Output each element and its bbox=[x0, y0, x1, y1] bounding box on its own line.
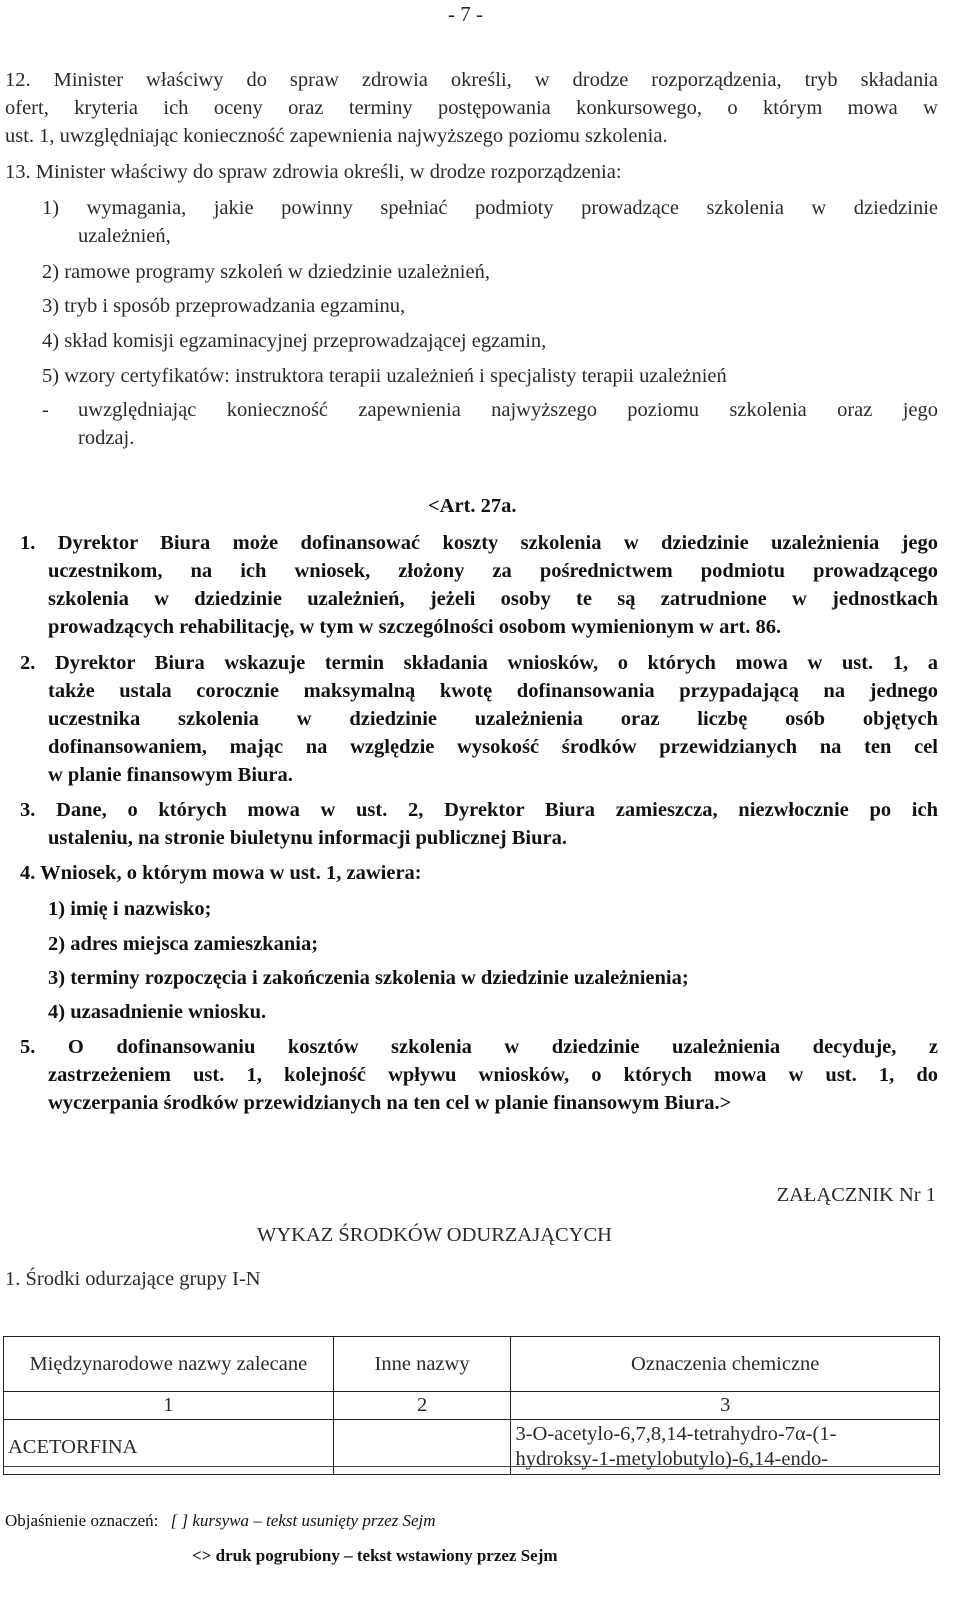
art-section-2-line-1: 2. Dyrektor Biura wskazuje termin składania wniosków, o których mowa w ust. 1, a bbox=[20, 652, 938, 674]
article-title: <Art. 27a. bbox=[428, 495, 517, 517]
table-header-cell: Oznaczenia chemiczne bbox=[511, 1337, 940, 1392]
chemical-line-2: hydroksy-1-metylobutylo)-6,14-endo- bbox=[515, 1448, 829, 1470]
substances-table bbox=[3, 1336, 940, 1475]
paragraph-13-dash: - bbox=[42, 399, 49, 421]
table-number-row bbox=[4, 1392, 940, 1420]
art-section-4-item-4: 4) uzasadnienie wniosku. bbox=[48, 1001, 267, 1023]
legend-line-1 bbox=[5, 1511, 436, 1531]
table-cell-name: ACETORFINA bbox=[4, 1420, 334, 1475]
art-section-1-line-2: uczestnikom, na ich wniosek, złożony za pośrednictwem podmiotu prowadzącego bbox=[48, 560, 938, 582]
art-section-3-line-1: 3. Dane, o których mowa w ust. 2, Dyrektor Biura zamieszcza, niezwłocznie po ich bbox=[20, 799, 938, 821]
paragraph-13-intro: 13. Minister właściwy do spraw zdrowia określi, w drodze rozporządzenia: bbox=[5, 161, 622, 183]
art-section-4-intro: 4. Wniosek, o którym mowa w ust. 1, zawiera: bbox=[20, 862, 422, 884]
legend-label: Objaśnienie oznaczeń: bbox=[5, 1511, 159, 1530]
paragraph-12-line-1: 12. Minister właściwy do spraw zdrowia określi, w drodze rozporządzenia, tryb składania bbox=[5, 69, 938, 91]
paragraph-13-closing: uwzględniając konieczność zapewnienia najwyższego poziomu szkolenia oraz jego bbox=[78, 399, 938, 421]
art-section-1-line-4: prowadzących rehabilitację, w tym w szczególności osobom wymienionym w art. 86. bbox=[48, 616, 782, 638]
paragraph-12-line-2: ofert, kryteria ich oceny oraz terminy postępowania konkursowego, o którym mowa w bbox=[5, 97, 938, 119]
art-section-4-item-3: 3) terminy rozpoczęcia i zakończenia szkolenia w dziedzinie uzależnienia; bbox=[48, 967, 689, 989]
art-section-1-line-3: szkolenia w dziedzinie uzależnień, jeżeli osoby te są zatrudnione w jednostkach bbox=[48, 588, 938, 610]
table-header-cell: Międzynarodowe nazwy zalecane bbox=[4, 1337, 334, 1392]
legend-line-2: <> druk pogrubiony – tekst wstawiony przez Sejm bbox=[192, 1546, 558, 1565]
paragraph-13-item-3: 3) tryb i sposób przeprowadzania egzaminu, bbox=[42, 295, 406, 317]
table-number-cell: 2 bbox=[333, 1392, 511, 1420]
art-section-2-line-2: także ustala corocznie maksymalną kwotę dofinansowania przypadającą na jednego bbox=[48, 680, 938, 702]
paragraph-13-closing-cont: rodzaj. bbox=[78, 427, 135, 449]
page-number: - 7 - bbox=[448, 2, 483, 26]
paragraph-13-item-2: 2) ramowe programy szkoleń w dziedzinie uzależnień, bbox=[42, 261, 490, 283]
paragraph-13-item-4: 4) skład komisji egzaminacyjnej przeprowadzającej egzamin, bbox=[42, 330, 547, 352]
paragraph-12-line-3: ust. 1, uwzględniając konieczność zapewnienia najwyższego poziomu szkolenia. bbox=[5, 125, 668, 147]
legend-italic: [ ] kursywa – tekst usunięty przez Sejm bbox=[170, 1511, 436, 1530]
art-section-5-line-1: 5. O dofinansowaniu kosztów szkolenia w dziedzinie uzależnienia decyduje, z bbox=[20, 1036, 938, 1058]
footer-divider bbox=[3, 1466, 940, 1467]
art-section-3-line-2: ustaleniu, na stronie biuletynu informacji publicznej Biura. bbox=[48, 827, 568, 849]
art-section-4-item-2: 2) adres miejsca zamieszkania; bbox=[48, 933, 319, 955]
table-header-row bbox=[4, 1337, 940, 1392]
annex-group-heading: 1. Środki odurzające grupy I-N bbox=[5, 1268, 261, 1290]
art-section-4-item-1: 1) imię i nazwisko; bbox=[48, 898, 212, 920]
table-number-cell: 3 bbox=[511, 1392, 940, 1420]
art-section-2-line-4: dofinansowaniem, mając na względzie wysokość środków przewidzianych na ten cel bbox=[48, 736, 938, 758]
art-section-5-line-3: wyczerpania środków przewidzianych na ten cel w planie finansowym Biura.> bbox=[48, 1092, 732, 1114]
art-section-1-line-1: 1. Dyrektor Biura może dofinansować koszty szkolenia w dziedzinie uzależnienia jego bbox=[20, 532, 938, 554]
table-number-cell: 1 bbox=[4, 1392, 334, 1420]
art-section-2-line-3: uczestnika szkolenia w dziedzinie uzależnienia oraz liczbę osób objętych bbox=[48, 708, 938, 730]
art-section-2-line-5: w planie finansowym Biura. bbox=[48, 764, 293, 786]
annex-label: ZAŁĄCZNIK Nr 1 bbox=[776, 1184, 936, 1206]
paragraph-13-item-1-cont: uzależnień, bbox=[78, 225, 171, 247]
paragraph-13-item-5: 5) wzory certyfikatów: instruktora terapii uzależnień i specjalisty terapii uzależnień bbox=[42, 365, 727, 387]
paragraph-13-item-1: 1) wymagania, jakie powinny spełniać podmioty prowadzące szkolenia w dziedzinie bbox=[42, 197, 938, 219]
art-section-5-line-2: zastrzeżeniem ust. 1, kolejność wpływu wniosków, o których mowa w ust. 1, do bbox=[48, 1064, 938, 1086]
annex-title: WYKAZ ŚRODKÓW ODURZAJĄCYCH bbox=[257, 1224, 612, 1246]
table-header-cell: Inne nazwy bbox=[333, 1337, 511, 1392]
chemical-line-1: 3-O-acetylo-6,7,8,14-tetrahydro-7α-(1- bbox=[515, 1423, 837, 1445]
